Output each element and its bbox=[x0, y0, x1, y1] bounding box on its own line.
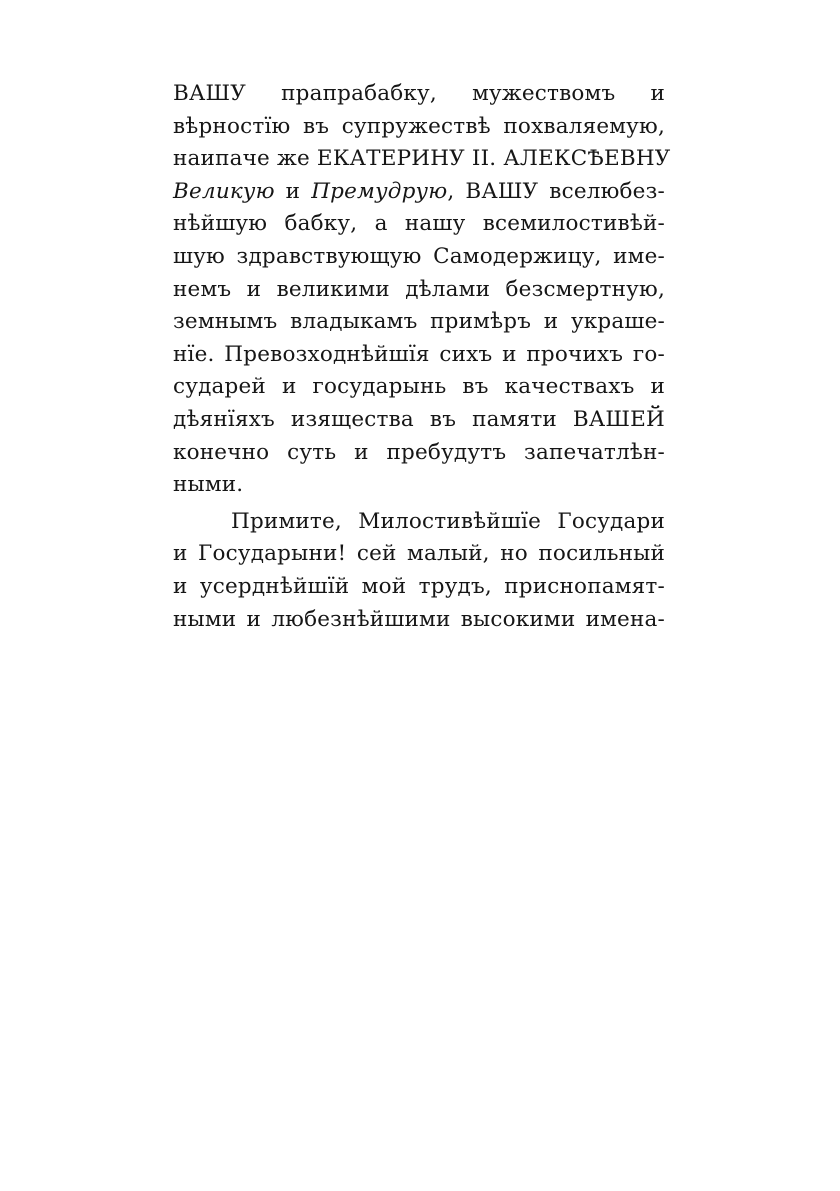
text-line: вѣрностїю въ супружествѣ похваляемую, bbox=[173, 113, 665, 139]
text-line: наипаче же ЕКАТЕРИНУ II. АЛЕКСѢЕВНУ bbox=[173, 146, 671, 172]
italic-text: Великую bbox=[173, 178, 275, 204]
page-text bbox=[173, 78, 671, 636]
text-line: ными. bbox=[173, 472, 244, 498]
text-line: шую здравствующую Самодержицу, име- bbox=[173, 243, 665, 269]
text-line: ными и любезнѣйшими высокими имена- bbox=[173, 606, 665, 632]
text-line: ВАШУ прапрабабку, мужествомъ и bbox=[173, 81, 665, 106]
text-line: немъ и великими дѣлами безсмертную, bbox=[173, 276, 665, 302]
text-line: сударей и государынь въ качествахъ и bbox=[173, 374, 665, 400]
text-line: земнымъ владыкамъ примѣръ и украше- bbox=[173, 309, 665, 335]
paragraph-1 bbox=[173, 78, 671, 502]
text-line: и Государыни! сей малый, но посильный bbox=[173, 541, 665, 567]
text-line: и усерднѣйшїй мой трудъ, приснопамят- bbox=[173, 573, 665, 599]
text-line: Примите, Милостивѣйшїе Государи bbox=[231, 508, 665, 534]
text-line: дѣянїяхъ изящества въ памяти ВАШЕЙ bbox=[173, 406, 665, 432]
text-fragment: и bbox=[274, 178, 312, 204]
text-fragment: , ВАШУ вселюбез- bbox=[447, 178, 665, 204]
text-line bbox=[173, 176, 665, 209]
text-line: нїе. Превозходнѣйшїя сихъ и прочихъ го- bbox=[173, 341, 665, 367]
paragraph-2 bbox=[173, 506, 665, 636]
text-line: нѣйшую бабку, а нашу всемилостивѣй- bbox=[173, 211, 665, 237]
text-line: конечно суть и пребудутъ запечатлѣн- bbox=[173, 439, 665, 465]
italic-text: Премудрую bbox=[311, 178, 448, 204]
